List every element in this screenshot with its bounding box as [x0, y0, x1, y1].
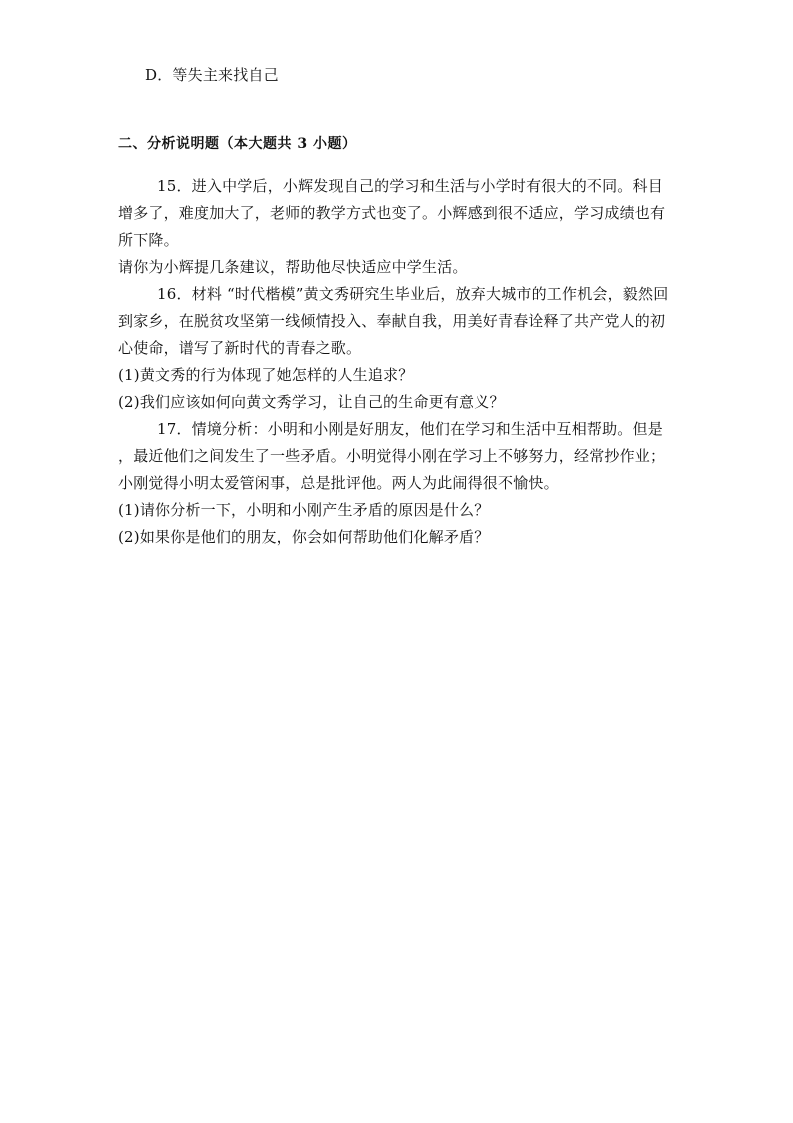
q16-line-1: 16．材料 “时代楷模”黄文秀研究生毕业后，放弃大城市的工作机会，毅然回	[157, 285, 669, 303]
q17-subquestion-1: (1)请你分析一下，小明和小刚产生矛盾的原因是什么？	[118, 501, 490, 519]
q15-line-1: 15．进入中学后，小辉发现自己的学习和生活与小学时有很大的不同。科目	[157, 177, 663, 195]
q16-subquestion-1: (1)黄文秀的行为体现了她怎样的人生追求？	[118, 366, 414, 384]
q17-subquestion-2: (2)如果你是他们的朋友，你会如何帮助他们化解矛盾？	[118, 528, 490, 546]
q17-line-3: 小刚觉得小明太爱管闲事，总是批评他。两人为此闹得很不愉快。	[118, 474, 559, 492]
q17-line-1: 17．情境分析：小明和小刚是好朋友，他们在学习和生活中互相帮助。但是	[157, 420, 663, 438]
q15-line-2: 增多了，难度加大了，老师的教学方式也变了。小辉感到很不适应，学习成绩也有	[118, 204, 666, 222]
q17-line-2: ，最近他们之间发生了一些矛盾。小明觉得小刚在学习上不够努力，经常抄作业；	[118, 447, 666, 465]
option-d: D．等失主来找自己	[145, 66, 279, 84]
section-heading: 二、分析说明题（本大题共 3 小题）	[118, 136, 357, 152]
q16-line-3: 心使命，谱写了新时代的青春之歌。	[118, 339, 362, 357]
q16-line-2: 到家乡，在脱贫攻坚第一线倾情投入、奉献自我，用美好青春诠释了共产党人的初	[118, 312, 666, 330]
q15-prompt: 请你为小辉提几条建议，帮助他尽快适应中学生活。	[118, 258, 468, 276]
q15-line-3: 所下降。	[118, 231, 179, 249]
q16-subquestion-2: (2)我们应该如何向黄文秀学习，让自己的生命更有意义？	[118, 393, 505, 411]
